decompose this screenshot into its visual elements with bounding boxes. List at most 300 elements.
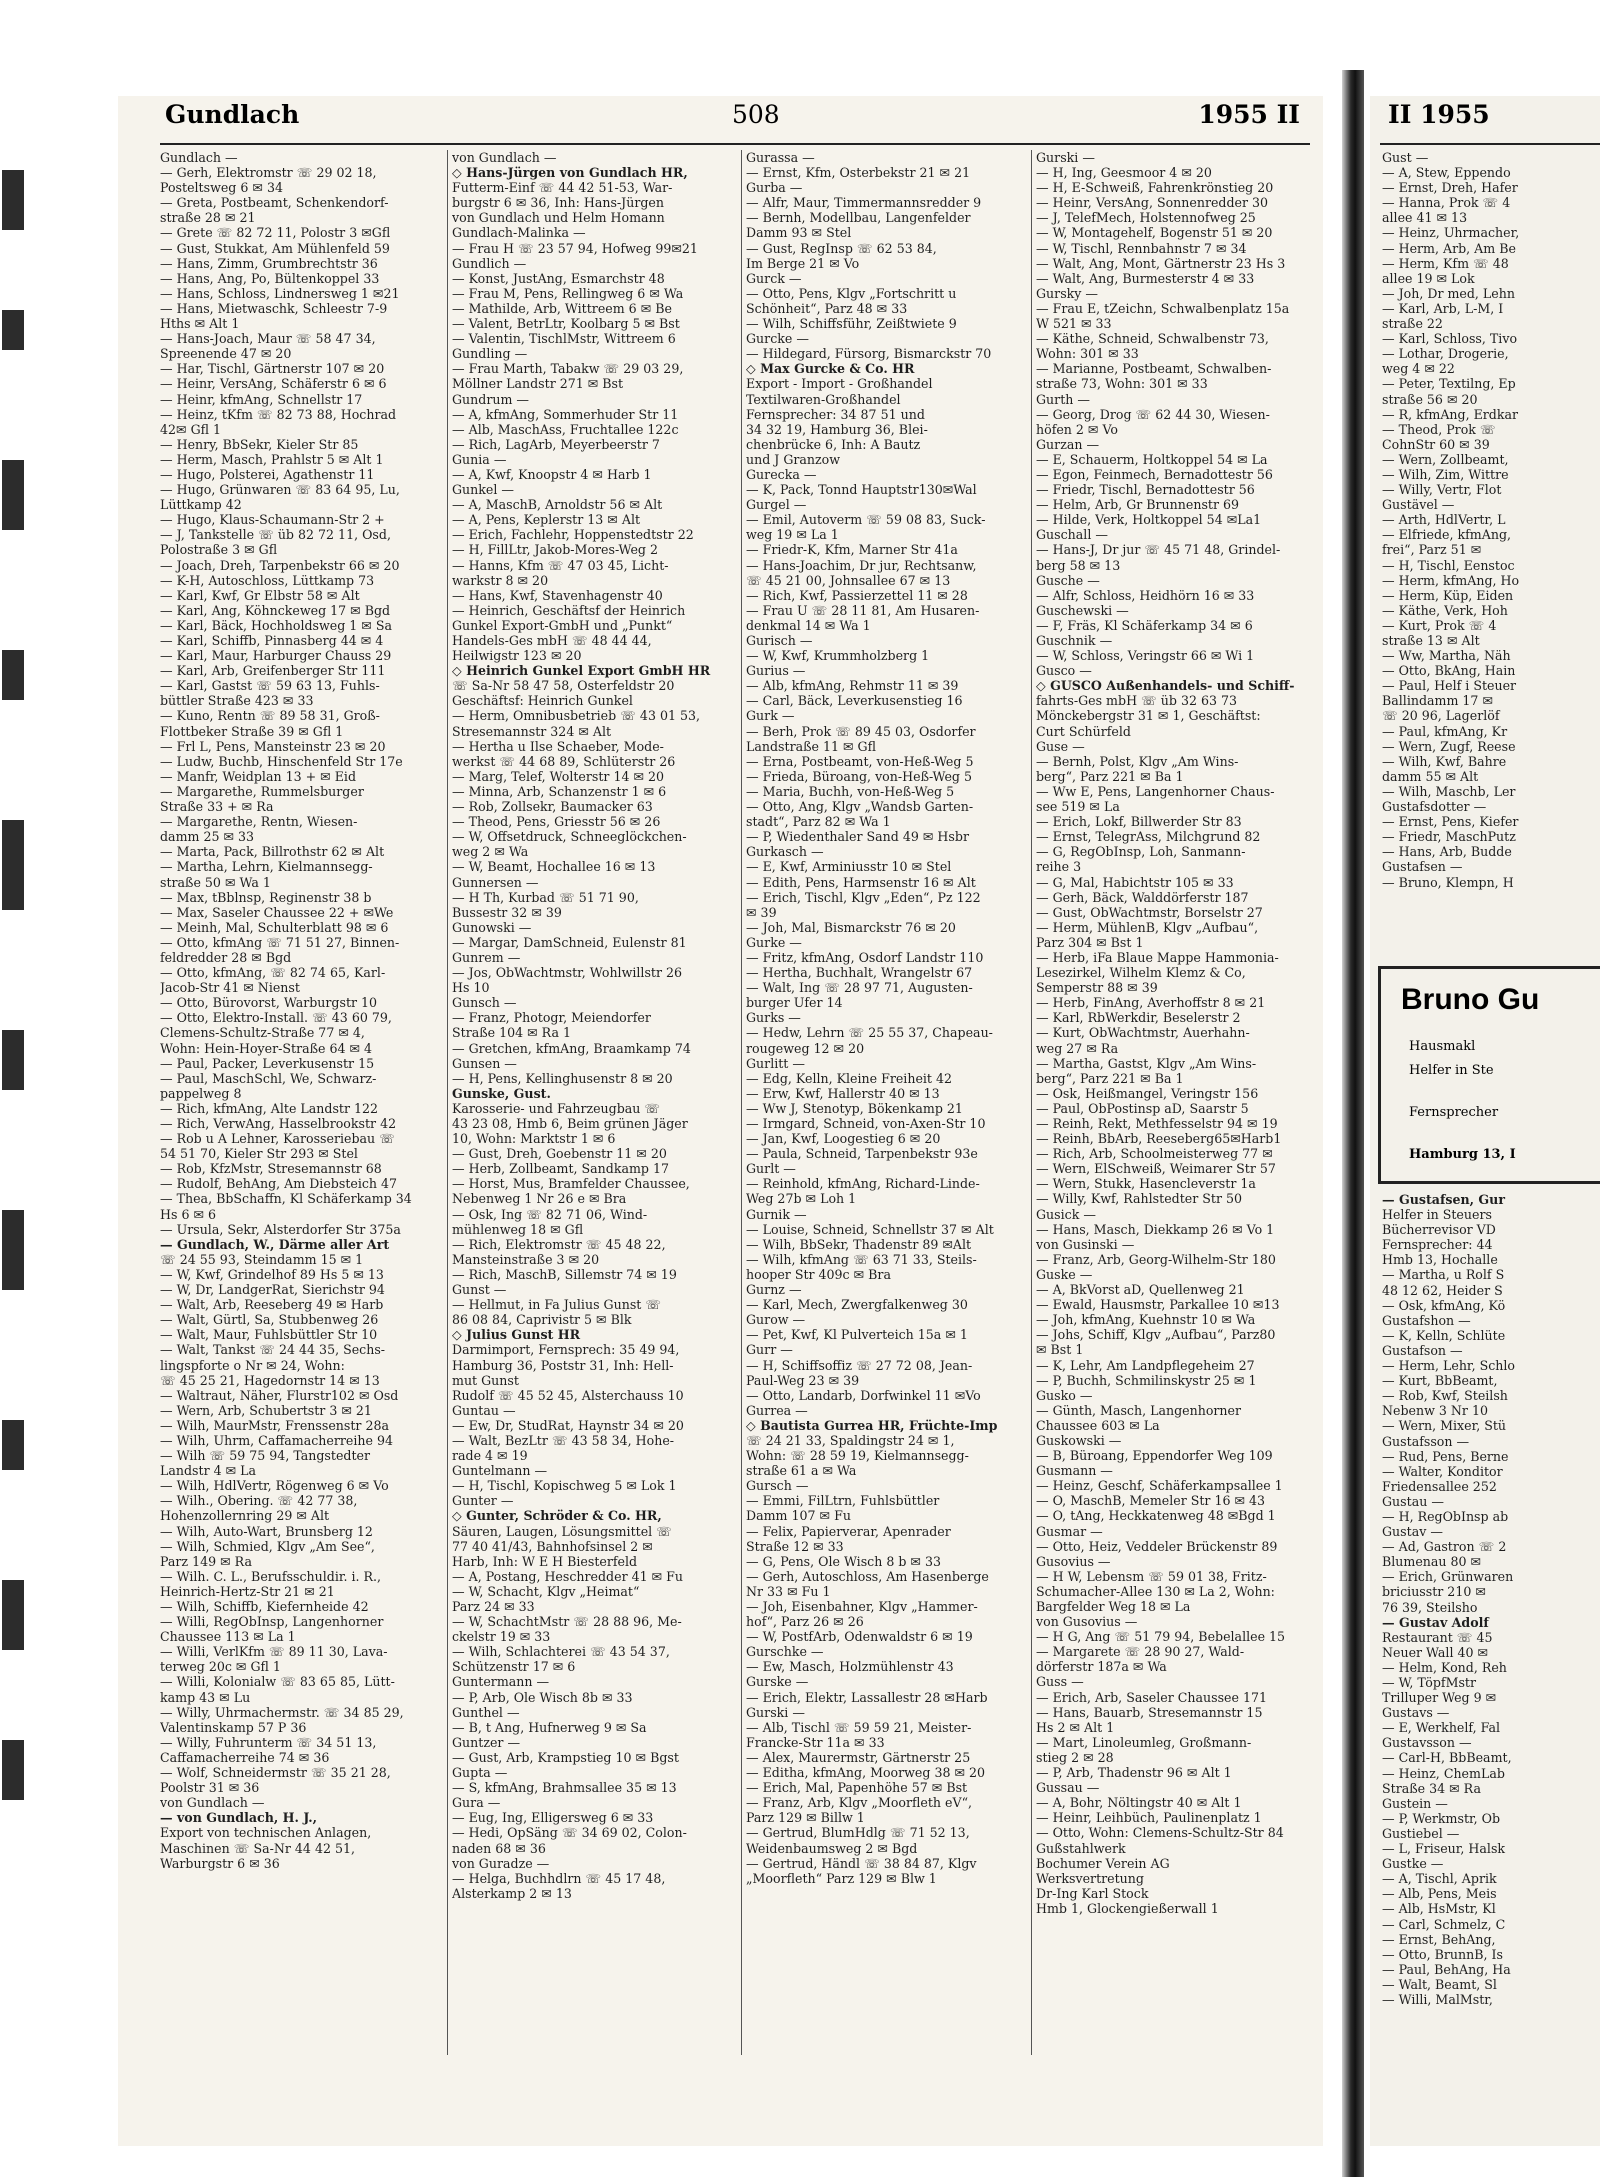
directory-entry-line: — Otto, kfmAng, ☏ 82 74 65, Karl-	[160, 965, 386, 981]
directory-entry-line: — Erich, Fachlehr, Hoppenstedtstr 22	[452, 527, 694, 543]
directory-entry-line: — Otto, BrunnB, Is	[1382, 1946, 1503, 1962]
directory-entry-line: — Käthe, Schneid, Schwalbenstr 73,	[1036, 331, 1269, 347]
directory-entry-line: — Jos, ObWachtmstr, Wohlwillstr 26	[452, 965, 683, 981]
directory-entry-line: Gurski —	[746, 1704, 805, 1720]
directory-entry-line: Wohn: ☏ 28 59 19, Kielmannsegg-	[746, 1448, 969, 1464]
directory-entry-line: straße 22	[1382, 316, 1443, 332]
directory-entry-line: reihe 3	[1036, 859, 1082, 875]
directory-entry-line: — Wilh, MaurMstr, Frenssenstr 28a	[160, 1417, 389, 1433]
directory-entry-line: — Wilh, Maschb, Ler	[1382, 783, 1516, 799]
directory-entry-line: — Hertha u Ilse Schaeber, Mode-	[452, 738, 664, 754]
directory-entry-line: — Wilh, Kwf, Bahre	[1382, 753, 1507, 769]
directory-entry-line: — Georg, Drog ☏ 62 44 30, Wiesen-	[1036, 406, 1270, 422]
directory-entry-line: — Herb, Zollbeamt, Sandkamp 17	[452, 1161, 670, 1177]
directory-entry-line: Landstraße 11 ✉ Gfl	[746, 738, 877, 754]
directory-entry-line: Gustafsen —	[1382, 859, 1463, 875]
directory-entry-line: — Walter, Konditor	[1382, 1463, 1503, 1479]
directory-entry-line: — H, FillLtr, Jakob-Mores-Weg 2	[452, 542, 658, 558]
directory-entry-line: — Wern, Mixer, Stü	[1382, 1418, 1507, 1434]
directory-entry-line: — F, Fräs, Kl Schäferkamp 34 ✉ 6	[1036, 617, 1253, 633]
directory-entry-line: Curt Schürfeld	[1036, 723, 1131, 739]
facing-page	[1370, 96, 1600, 2146]
directory-entry-line: — Gretchen, kfmAng, Braamkamp 74	[452, 1040, 691, 1056]
directory-entry-line: — Karl, Bäck, Hochholdsweg 1 ✉ Sa	[160, 617, 393, 633]
directory-entry-line: Bücherrevisor VD	[1382, 1222, 1496, 1238]
directory-entry-line: Hths ✉ Alt 1	[160, 316, 240, 332]
directory-entry-line: weg 27 ✉ Ra	[1036, 1040, 1119, 1056]
directory-entry-line: weg 19 ✉ La 1	[746, 527, 839, 543]
directory-entry-line: — H, E-Schweiß, Fahrenkrönstieg 20	[1036, 180, 1274, 196]
directory-entry-line: pappelweg 8	[160, 1085, 242, 1101]
directory-entry-line: — Erna, Postbeamt, von-Heß-Weg 5	[746, 753, 974, 769]
directory-entry-line: — H, RegObInsp ab	[1382, 1508, 1509, 1524]
directory-entry-line: — Willy, Uhrmachermstr. ☏ 34 85 29,	[160, 1704, 404, 1720]
directory-entry-line: Gundlach-Malinka —	[452, 225, 586, 241]
directory-entry-line: — Wilh, BbSekr, Thadenstr 89 ✉Alt	[746, 1236, 972, 1252]
directory-entry-line: — Heinr, Leihbüch, Paulinenplatz 1	[1036, 1810, 1262, 1826]
directory-entry-line: — Frau H ☏ 23 57 94, Hofweg 99✉21	[452, 240, 698, 256]
directory-entry-line: Gursch —	[746, 1478, 809, 1494]
directory-entry-line: — Frau E, tZeichn, Schwalbenplatz 15a	[1036, 300, 1290, 316]
directory-entry-line: — K-H, Autoschloss, Lüttkamp 73	[160, 572, 375, 588]
directory-entry-line: — Valent, BetrLtr, Koolbarg 5 ✉ Bst	[452, 316, 680, 332]
directory-entry-line: — Herm, MühlenB, Klgv „Aufbau“,	[1036, 919, 1259, 935]
directory-entry-line: — Ewald, Hausmstr, Parkallee 10 ✉13	[1036, 1297, 1280, 1313]
directory-entry-line: Warburgstr 6 ✉ 36	[160, 1855, 280, 1871]
directory-entry-line: dörferstr 187a ✉ Wa	[1036, 1659, 1167, 1675]
directory-entry-line: allee 19 ✉ Lok	[1382, 270, 1475, 286]
directory-entry-line: Ballindamm 17 ✉	[1382, 693, 1493, 709]
edge-mark	[2, 170, 24, 230]
edge-mark	[2, 820, 24, 910]
directory-entry-line: Guschnik —	[1036, 633, 1113, 648]
directory-entry-line: — Ernst, Dreh, Hafer	[1382, 180, 1518, 196]
column-divider	[741, 150, 742, 2055]
directory-entry-line: Gurecka —	[746, 466, 817, 482]
directory-entry-line: Straße 104 ✉ Ra 1	[452, 1025, 571, 1041]
directory-entry-line: — Rich, MaschB, Sillemstr 74 ✉ 19	[452, 1266, 677, 1282]
directory-entry-line: damm 25 ✉ 33	[160, 829, 255, 845]
directory-entry-line: — Alb, HsMstr, Kl	[1382, 1901, 1496, 1917]
directory-entry-line: — Rud, Pens, Berne	[1382, 1448, 1509, 1464]
directory-entry-line: stieg 2 ✉ 28	[1036, 1749, 1114, 1765]
directory-entry-line: Gusco —	[1036, 663, 1092, 679]
directory-entry-line: burger Ufer 14	[746, 995, 843, 1011]
directory-entry-line: Spreenende 47 ✉ 20	[160, 346, 292, 362]
directory-entry-line: — Osk, Ing ☏ 82 71 06, Wind-	[452, 1206, 648, 1222]
directory-entry-line: — Edg, Kelln, Kleine Freiheit 42	[746, 1070, 953, 1086]
directory-entry-line: Gurks —	[746, 1010, 801, 1026]
directory-entry-line: Bussestr 32 ✉ 39	[452, 904, 562, 920]
directory-entry-line: — Otto, BkAng, Hain	[1382, 663, 1516, 679]
directory-entry-line: höfen 2 ✉ Vo	[1036, 421, 1119, 437]
edge-mark	[2, 650, 24, 700]
directory-entry-line: weg 2 ✉ Wa	[452, 844, 529, 860]
directory-entry-line: — Hans-Joach, Maur ☏ 58 47 34,	[160, 331, 376, 347]
directory-entry-line: rougeweg 12 ✉ 20	[746, 1040, 865, 1056]
ad-line: Helfer in Ste	[1409, 1063, 1494, 1078]
directory-entry-line: büttler Straße 423 ✉ 33	[160, 693, 314, 709]
ad-line: Hausmakl	[1409, 1039, 1476, 1054]
directory-entry-line: — Helm, Arb, Gr Brunnenstr 69	[1036, 497, 1240, 513]
directory-entry-line: — Franz, Photogr, Meiendorfer	[452, 1010, 651, 1026]
directory-entry-line: Karosserie- und Fahrzeugbau ☏	[452, 1100, 661, 1116]
directory-entry-line: Guskowski —	[1036, 1432, 1122, 1448]
directory-entry-line: Parz 129 ✉ Billw 1	[746, 1810, 865, 1826]
directory-entry-line: Gustke —	[1382, 1856, 1444, 1872]
directory-entry-line: ◇ Heinrich Gunkel Export GmbH HR	[452, 663, 711, 679]
directory-entry-line: — Heinz, Uhrmacher,	[1382, 225, 1520, 241]
directory-entry-line: — Maria, Buchh, von-Heß-Weg 5	[746, 783, 955, 799]
directory-entry-line: — Hans, Masch, Diekkamp 26 ✉ Vo 1	[1036, 1221, 1275, 1237]
directory-entry-line: — Hanns, Kfm ☏ 47 03 45, Licht-	[452, 557, 669, 573]
directory-entry-line: Wohn: Hein-Hoyer-Straße 64 ✉ 4	[160, 1040, 373, 1056]
directory-entry-line: — Frieda, Büroang, von-Heß-Weg 5	[746, 768, 972, 784]
directory-entry-line: — W, Tischl, Rennbahnstr 7 ✉ 34	[1036, 240, 1247, 256]
directory-entry-line: — Wilh, Zim, Wittre	[1382, 466, 1509, 482]
directory-entry-line: — Franz, Arb, Klgv „Moorfleth eV“,	[746, 1795, 973, 1811]
directory-entry-line: — Erich, Mal, Papenhöhe 57 ✉ Bst	[746, 1780, 968, 1796]
directory-entry-line: Export von technischen Anlagen,	[160, 1825, 372, 1841]
directory-entry-line: Gundling —	[452, 346, 528, 362]
directory-entry-line: ✉ Bst 1	[1036, 1342, 1084, 1358]
directory-entry-line: Gurske —	[746, 1674, 809, 1690]
directory-entry-line: — Hildegard, Fürsorg, Bismarckstr 70	[746, 346, 992, 362]
directory-entry-line: — Margarete ☏ 28 90 27, Wald-	[1036, 1644, 1245, 1660]
directory-entry-line: — Marianne, Postbeamt, Schwalben-	[1036, 361, 1272, 377]
directory-entry-line: Gusovius —	[1036, 1553, 1111, 1569]
directory-entry-line: — Osk, Heißmangel, Veringstr 156	[1036, 1085, 1259, 1101]
directory-entry-line: Gustein —	[1382, 1795, 1448, 1811]
directory-entry-line: — Peter, Textilng, Ep	[1382, 376, 1516, 392]
directory-entry-line: Gurlt —	[746, 1161, 796, 1177]
directory-entry-line: — Grete ☏ 82 72 11, Polostr 3 ✉Gfl	[160, 225, 391, 241]
directory-entry-line: Gunthel —	[452, 1704, 520, 1720]
directory-entry-line: — Martha, Lehrn, Kielmannsegg-	[160, 859, 373, 875]
directory-entry-line: — Heinr, kfmAng, Schnellstr 17	[160, 391, 363, 407]
directory-entry-line: — Walt, Beamt, Sl	[1382, 1976, 1497, 1992]
directory-entry-line: — Otto, Pens, Klgv „Fortschritt u	[746, 285, 957, 301]
directory-entry-line: weg 4 ✉ 22	[1382, 361, 1455, 377]
directory-entry-line: straße 56 ✉ 20	[1382, 391, 1478, 407]
directory-entry-line: Hs 6 ✉ 6	[160, 1206, 217, 1222]
directory-entry-line: — H, Tischl, Eenstoc	[1382, 557, 1515, 573]
directory-entry-line: Möllner Landstr 271 ✉ Bst	[452, 376, 624, 392]
page-edge-marks	[0, 130, 30, 1830]
directory-entry-line: — Hanna, Prok ☏ 4	[1382, 195, 1511, 211]
edge-mark	[2, 1030, 24, 1090]
directory-entry-line: — Edith, Pens, Harmsenstr 16 ✉ Alt	[746, 874, 976, 890]
directory-entry-line: — Karl, Mech, Zwergfalkenweg 30	[746, 1297, 968, 1313]
directory-entry-line: hof“, Parz 26 ✉ 26	[746, 1614, 864, 1630]
ad-line: Hamburg 13, I	[1409, 1147, 1516, 1162]
directory-entry-line: berg“, Parz 221 ✉ Ba 1	[1036, 1070, 1184, 1086]
directory-entry-line: — Otto, Ang, Klgv „Wandsb Garten-	[746, 799, 974, 815]
directory-entry-line: Francke-Str 11a ✉ 33	[746, 1734, 885, 1750]
directory-column-3	[746, 150, 1026, 1886]
directory-entry-line: — A, kfmAng, Sommerhuder Str 11	[452, 406, 679, 422]
directory-entry-line: Export - Import - Großhandel	[746, 376, 933, 392]
directory-entry-line: — Alfr, Maur, Timmermannsredder 9	[746, 195, 982, 211]
directory-entry-line: — Gustav Adolf	[1382, 1614, 1489, 1630]
directory-entry-line: — Willy, Kwf, Rahlstedter Str 50	[1036, 1191, 1242, 1207]
directory-entry-line: — Rich, Kwf, Passierzettel 11 ✉ 28	[746, 587, 968, 603]
directory-entry-line: Bargfelder Weg 18 ✉ La	[1036, 1599, 1191, 1614]
edge-mark	[2, 1210, 24, 1290]
directory-entry-line: — Ww, Martha, Näh	[1382, 648, 1511, 664]
directory-entry-line: — W, Kwf, Krummholzberg 1	[746, 648, 930, 664]
directory-entry-line: — Helga, Buchhdlrn ☏ 45 17 48,	[452, 1870, 666, 1886]
directory-entry-line: werkst ☏ 44 68 89, Schlüterstr 26	[452, 753, 676, 769]
directory-entry-line: — Willy, Fuhrunterm ☏ 34 51 13,	[160, 1734, 377, 1750]
directory-entry-line: — Reinh, Rekt, Methfesselstr 94 ✉ 19	[1036, 1116, 1278, 1131]
directory-entry-line: — Kuno, Rentn ☏ 89 58 31, Groß-	[160, 708, 380, 724]
directory-entry-line: Straße 12 ✉ 33	[746, 1538, 844, 1554]
directory-entry-line: — Joh, Eisenbahner, Klgv „Hammer-	[746, 1599, 978, 1614]
directory-entry-line: — S, kfmAng, Brahmsallee 35 ✉ 13	[452, 1780, 677, 1796]
directory-entry-line: — K, Lehr, Am Landpflegeheim 27	[1036, 1357, 1255, 1373]
directory-entry-line: — Heinrich, Geschäftsf der Heinrich	[452, 602, 686, 618]
facing-column-top	[1382, 150, 1519, 890]
directory-entry-line: — Gust, Stukkat, Am Mühlenfeld 59	[160, 240, 390, 256]
directory-entry-line: — W, Schacht, Klgv „Heimat“	[452, 1583, 640, 1599]
directory-entry-line: — Wilh ☏ 59 75 94, Tangstedter	[160, 1448, 371, 1464]
directory-entry-line: — G, RegObInsp, Loh, Sanmann-	[1036, 844, 1246, 860]
directory-entry-line: — Herm, Lehr, Schlo	[1382, 1358, 1515, 1374]
directory-entry-line: ◇ Bautista Gurrea HR, Früchte-Imp	[746, 1417, 998, 1433]
directory-entry-line: — Erich, Lokf, Billwerder Str 83	[1036, 814, 1242, 830]
directory-entry-line: ◇ Julius Gunst HR	[452, 1327, 581, 1343]
directory-entry-line: — G, Mal, Habichtstr 105 ✉ 33	[1036, 874, 1234, 890]
directory-entry-line: — J, TelefMech, Holstennofweg 25	[1036, 210, 1256, 226]
directory-entry-line: ☏ 45 21 00, Johnsallee 67 ✉ 13	[746, 572, 951, 588]
directory-entry-line: — Kurt, Prok ☏ 4	[1382, 617, 1497, 633]
directory-entry-line: Landstr 4 ✉ La	[160, 1463, 257, 1479]
directory-entry-line: Schützenstr 17 ✉ 6	[452, 1659, 576, 1675]
directory-entry-line: — Bernh, Modellbau, Langenfelder	[746, 210, 971, 226]
directory-entry-line: Polostraße 3 ✉ Gfl	[160, 542, 278, 558]
directory-entry-line: — Wilh, Auto-Wart, Brunsberg 12	[160, 1523, 373, 1539]
directory-entry-line: — Karl, Arb, L-M, I	[1382, 300, 1504, 316]
directory-entry-line: Paul-Weg 23 ✉ 39	[746, 1372, 860, 1388]
directory-entry-line: Jacob-Str 41 ✉ Nienst	[160, 980, 300, 996]
directory-entry-line: — Frau M, Pens, Rellingweg 6 ✉ Wa	[452, 285, 684, 301]
directory-entry-line: — Martha, Gastst, Klgv „Am Wins-	[1036, 1055, 1257, 1071]
directory-entry-line: — Osk, kfmAng, Kö	[1382, 1297, 1506, 1313]
directory-entry-line: Gussau —	[1036, 1780, 1100, 1796]
directory-entry-line: — Frl L, Pens, Mansteinstr 23 ✉ 20	[160, 738, 386, 754]
directory-entry-line: — A, Bohr, Nöltingstr 40 ✉ Alt 1	[1036, 1795, 1242, 1811]
directory-entry-line: — Wilh, HdlVertr, Rögenweg 6 ✉ Vo	[160, 1478, 389, 1494]
directory-entry-line: Guntau —	[452, 1402, 516, 1418]
directory-entry-line: — Gerh, Bäck, Walddörferstr 187	[1036, 889, 1249, 905]
directory-entry-line: — Rob u A Lehner, Karosseriebau ☏	[160, 1131, 395, 1147]
directory-entry-line: Parz 304 ✉ Bst 1	[1036, 934, 1144, 950]
directory-entry-line: Gurke —	[746, 934, 802, 950]
directory-entry-line: — Otto, Elektro-Install. ☏ 43 60 79,	[160, 1010, 392, 1026]
directory-entry-line: Säuren, Laugen, Lösungsmittel ☏	[452, 1523, 672, 1539]
directory-entry-line: Friedensallee 252	[1382, 1478, 1497, 1494]
directory-entry-line: — K, Pack, Tonnd Hauptstr130✉Wal	[746, 482, 977, 498]
directory-entry-line: — Ernst, BehAng,	[1382, 1931, 1496, 1947]
directory-entry-line: — Walt, Ang, Mont, Gärtnerstr 23 Hs 3	[1036, 255, 1286, 271]
directory-entry-line: see 519 ✉ La	[1036, 799, 1120, 815]
directory-entry-line: Stresemannstr 324 ✉ Alt	[452, 723, 612, 739]
directory-entry-line: Guse —	[1036, 738, 1085, 754]
directory-entry-line: Gustavs —	[1382, 1705, 1450, 1721]
directory-entry-line: Trilluper Weg 9 ✉	[1382, 1690, 1497, 1706]
directory-entry-line: feldredder 28 ✉ Bgd	[160, 949, 292, 965]
directory-entry-line: — Frau Marth, Tabakw ☏ 29 03 29,	[452, 361, 684, 377]
book-gutter	[1342, 70, 1364, 2177]
directory-entry-line: Gurck —	[746, 270, 802, 286]
directory-entry-line: Gura —	[452, 1795, 501, 1811]
advertisement-box	[1378, 966, 1600, 1184]
directory-entry-line: — Hans, Schloss, Lindnersweg 1 ✉21	[160, 285, 400, 301]
directory-entry-line: Caffamacherreihe 74 ✉ 36	[160, 1749, 330, 1765]
directory-entry-line: — Ernst, TelegrAss, Milchgrund 82	[1036, 829, 1261, 845]
directory-entry-line: Guntzer —	[452, 1734, 521, 1750]
directory-entry-line: — Waltraut, Näher, Flurstr102 ✉ Osd	[160, 1387, 399, 1403]
directory-entry-line: Lesezirkel, Wilhelm Klemz & Co,	[1036, 965, 1246, 981]
directory-entry-line: — Gustafsen, Gur	[1382, 1192, 1505, 1207]
directory-entry-line: Guntelmann —	[452, 1463, 548, 1479]
directory-entry-line: — Theod, Pens, Griesstr 56 ✉ 26	[452, 814, 661, 830]
edge-mark	[2, 1740, 24, 1800]
directory-column-1	[160, 150, 440, 1871]
directory-entry-line: — Egon, Feinmech, Bernadottestr 56	[1036, 466, 1273, 482]
directory-entry-line: — Joh, Mal, Bismarckstr 76 ✉ 20	[746, 919, 956, 935]
directory-entry-line: briciusstr 210 ✉	[1382, 1584, 1486, 1600]
directory-entry-line: — Heinr, VersAng, Sonnenredder 30	[1036, 195, 1269, 211]
directory-entry-line: — Carl-H, BbBeamt,	[1382, 1750, 1512, 1766]
edge-mark	[2, 310, 24, 350]
directory-entry-line: Hmb 13, Hochalle	[1382, 1252, 1498, 1268]
directory-entry-line: Harb, Inh: W E H Biesterfeld	[452, 1553, 638, 1569]
directory-entry-line: — E, Kwf, Arminiusstr 10 ✉ Stel	[746, 859, 952, 875]
directory-column-2	[452, 150, 732, 1901]
directory-entry-line: — Hans, Ang, Po, Bültenkoppel 33	[160, 270, 380, 286]
directory-entry-line: — Paula, Schneid, Tarpenbekstr 93e	[746, 1146, 978, 1162]
directory-entry-line: — Wolf, Schneidermstr ☏ 35 21 28,	[160, 1765, 391, 1781]
directory-entry-line: 43 23 08, Hmb 6, Beim grünen Jäger	[452, 1116, 688, 1131]
directory-entry-line: — H, Pens, Kellinghusenstr 8 ✉ 20	[452, 1070, 673, 1086]
directory-entry-line: — Hans, Bauarb, Stresemannstr 15	[1036, 1704, 1263, 1720]
directory-entry-line: Gusko —	[1036, 1387, 1093, 1403]
directory-entry-line: — A, BkVorst aD, Quellenweg 21	[1036, 1282, 1245, 1298]
directory-entry-line: Gunsen —	[452, 1055, 517, 1071]
directory-entry-line: berg 58 ✉ 13	[1036, 557, 1121, 573]
directory-entry-line: von Gusinski —	[1036, 1236, 1135, 1252]
directory-entry-line: mühlenweg 18 ✉ Gfl	[452, 1221, 584, 1237]
directory-entry-line: — Konst, JustAng, Esmarchstr 48	[452, 270, 665, 286]
directory-entry-line: Werksvertretung	[1036, 1870, 1144, 1886]
directory-entry-line: — Herm, kfmAng, Ho	[1382, 572, 1520, 588]
directory-entry-line: Gusche —	[1036, 572, 1100, 588]
directory-entry-line: Flottbeker Straße 39 ✉ Gfl 1	[160, 723, 344, 739]
directory-entry-line: Parz 24 ✉ 33	[452, 1599, 535, 1614]
directory-entry-line: Blumenau 80 ✉	[1382, 1554, 1482, 1570]
directory-entry-line: Mansteinstraße 3 ✉ 20	[452, 1251, 600, 1267]
facing-header-rule	[1380, 143, 1600, 145]
directory-entry-line: — W, SchachtMstr ☏ 28 88 96, Me-	[452, 1614, 682, 1630]
edge-mark	[2, 460, 24, 530]
directory-entry-line: — Otto, Landarb, Dorfwinkel 11 ✉Vo	[746, 1387, 981, 1403]
directory-entry-line: Gußstahlwerk	[1036, 1840, 1126, 1856]
directory-entry-line: 86 08 84, Caprivistr 5 ✉ Blk	[452, 1312, 632, 1328]
directory-entry-line: Heinrich-Hertz-Str 21 ✉ 21	[160, 1583, 335, 1599]
directory-entry-line: — Gust, RegInsp ☏ 62 53 84,	[746, 240, 937, 256]
directory-entry-line: — Gust, ObWachtmstr, Borselstr 27	[1036, 904, 1263, 920]
directory-entry-line: Gundrum —	[452, 391, 530, 407]
directory-entry-line: damm 55 ✉ Alt	[1382, 768, 1479, 784]
directory-entry-line: — Herm, Kfm ☏ 48	[1382, 255, 1509, 271]
directory-entry-line: Nebenweg 1 Nr 26 e ✉ Bra	[452, 1191, 627, 1207]
directory-entry-line: — Manfr, Weidplan 13 + ✉ Eid	[160, 768, 357, 784]
directory-entry-line: Gurow —	[746, 1312, 806, 1328]
header-rule	[160, 143, 1310, 145]
directory-entry-line: — Paul, kfmAng, Kr	[1382, 723, 1508, 739]
directory-entry-line: — Reinhold, kfmAng, Richard-Linde-	[746, 1176, 980, 1192]
facing-page-header: II 1955	[1388, 100, 1490, 129]
directory-entry-line: — Margarethe, Rentn, Wiesen-	[160, 814, 358, 830]
directory-entry-line: — Mart, Linoleumleg, Großmann-	[1036, 1734, 1252, 1750]
directory-entry-line: — Wilh, Schlachterei ☏ 43 54 37,	[452, 1644, 670, 1660]
directory-entry-line: Gurth —	[1036, 391, 1090, 407]
directory-entry-line: — Har, Tischl, Gärtnerstr 107 ✉ 20	[160, 361, 385, 377]
directory-entry-line: — Helm, Kond, Reh	[1382, 1659, 1507, 1675]
directory-entry-line: naden 68 ✉ 36	[452, 1840, 546, 1856]
directory-entry-line: — Hellmut, in Fa Julius Gunst ☏	[452, 1297, 662, 1313]
directory-entry-line: — Walt, Arb, Reeseberg 49 ✉ Harb	[160, 1297, 384, 1313]
directory-entry-line: — Karl, Arb, Greifenberger Str 111	[160, 663, 386, 679]
directory-entry-line: Chaussee 603 ✉ La	[1036, 1417, 1160, 1433]
directory-entry-line: — Pet, Kwf, Kl Pulverteich 15a ✉ 1	[746, 1327, 968, 1343]
directory-entry-line: — Karl, Maur, Harburger Chauss 29	[160, 648, 392, 664]
column-divider	[447, 150, 448, 2055]
directory-entry-line: 34 32 19, Hamburg 36, Blei-	[746, 421, 928, 437]
directory-entry-line: — Alfr, Schloss, Heidhörn 16 ✉ 33	[1036, 587, 1255, 603]
directory-entry-line: — Wilh. C. L., Berufsschuldir. i. R.,	[160, 1568, 382, 1584]
directory-entry-line: — Jan, Kwf, Loogestieg 6 ✉ 20	[746, 1131, 941, 1147]
edge-mark	[2, 1580, 24, 1650]
directory-entry-line: denkmal 14 ✉ Wa 1	[746, 617, 871, 633]
directory-entry-line: — Hans, Zimm, Grumbrechtstr 36	[160, 255, 378, 271]
directory-entry-line: — Rob, Zollsekr, Baumacker 63	[452, 799, 653, 815]
directory-entry-line: — Otto, Bürovorst, Warburgstr 10	[160, 995, 378, 1011]
directory-entry-line: ckelstr 19 ✉ 33	[452, 1629, 551, 1645]
directory-entry-line: Dr-Ing Karl Stock	[1036, 1885, 1149, 1901]
directory-entry-line: 54 51 70, Kieler Str 293 ✉ Stel	[160, 1146, 358, 1162]
directory-entry-line: — Friedr, Tischl, Bernadottestr 56	[1036, 482, 1255, 498]
directory-entry-line: Gurnik —	[746, 1206, 807, 1222]
directory-entry-line: — Marg, Telef, Wolterstr 14 ✉ 20	[452, 768, 665, 784]
directory-entry-line: von Gundlach —	[160, 1795, 265, 1811]
directory-entry-line: — H, Schiffsoffiz ☏ 27 72 08, Jean-	[746, 1357, 973, 1373]
directory-entry-line: ◇ Hans-Jürgen von Gundlach HR,	[452, 165, 688, 181]
directory-entry-line: — Carl, Schmelz, C	[1382, 1916, 1506, 1932]
directory-entry-line: — Hedw, Lehrn ☏ 25 55 37, Chapeau-	[746, 1025, 993, 1041]
directory-entry-line: — Wilh., Obering. ☏ 42 77 38,	[160, 1493, 358, 1509]
directory-entry-line: Im Berge 21 ✉ Vo	[746, 255, 860, 271]
directory-entry-line: ☏ 24 55 93, Steindamm 15 ✉ 1	[160, 1251, 364, 1267]
directory-entry-line: Gust —	[1382, 150, 1429, 165]
directory-entry-line: Textilwaren-Großhandel	[746, 391, 901, 407]
directory-entry-line: 48 12 62, Heider S	[1382, 1282, 1503, 1298]
directory-entry-line: — Wilh, Schmied, Klgv „Am See“,	[160, 1538, 375, 1554]
directory-entry-line: — W, Dr, LandgerRat, Sierichstr 94	[160, 1282, 385, 1298]
directory-entry-line: — Bernh, Polst, Klgv „Am Wins-	[1036, 753, 1239, 769]
